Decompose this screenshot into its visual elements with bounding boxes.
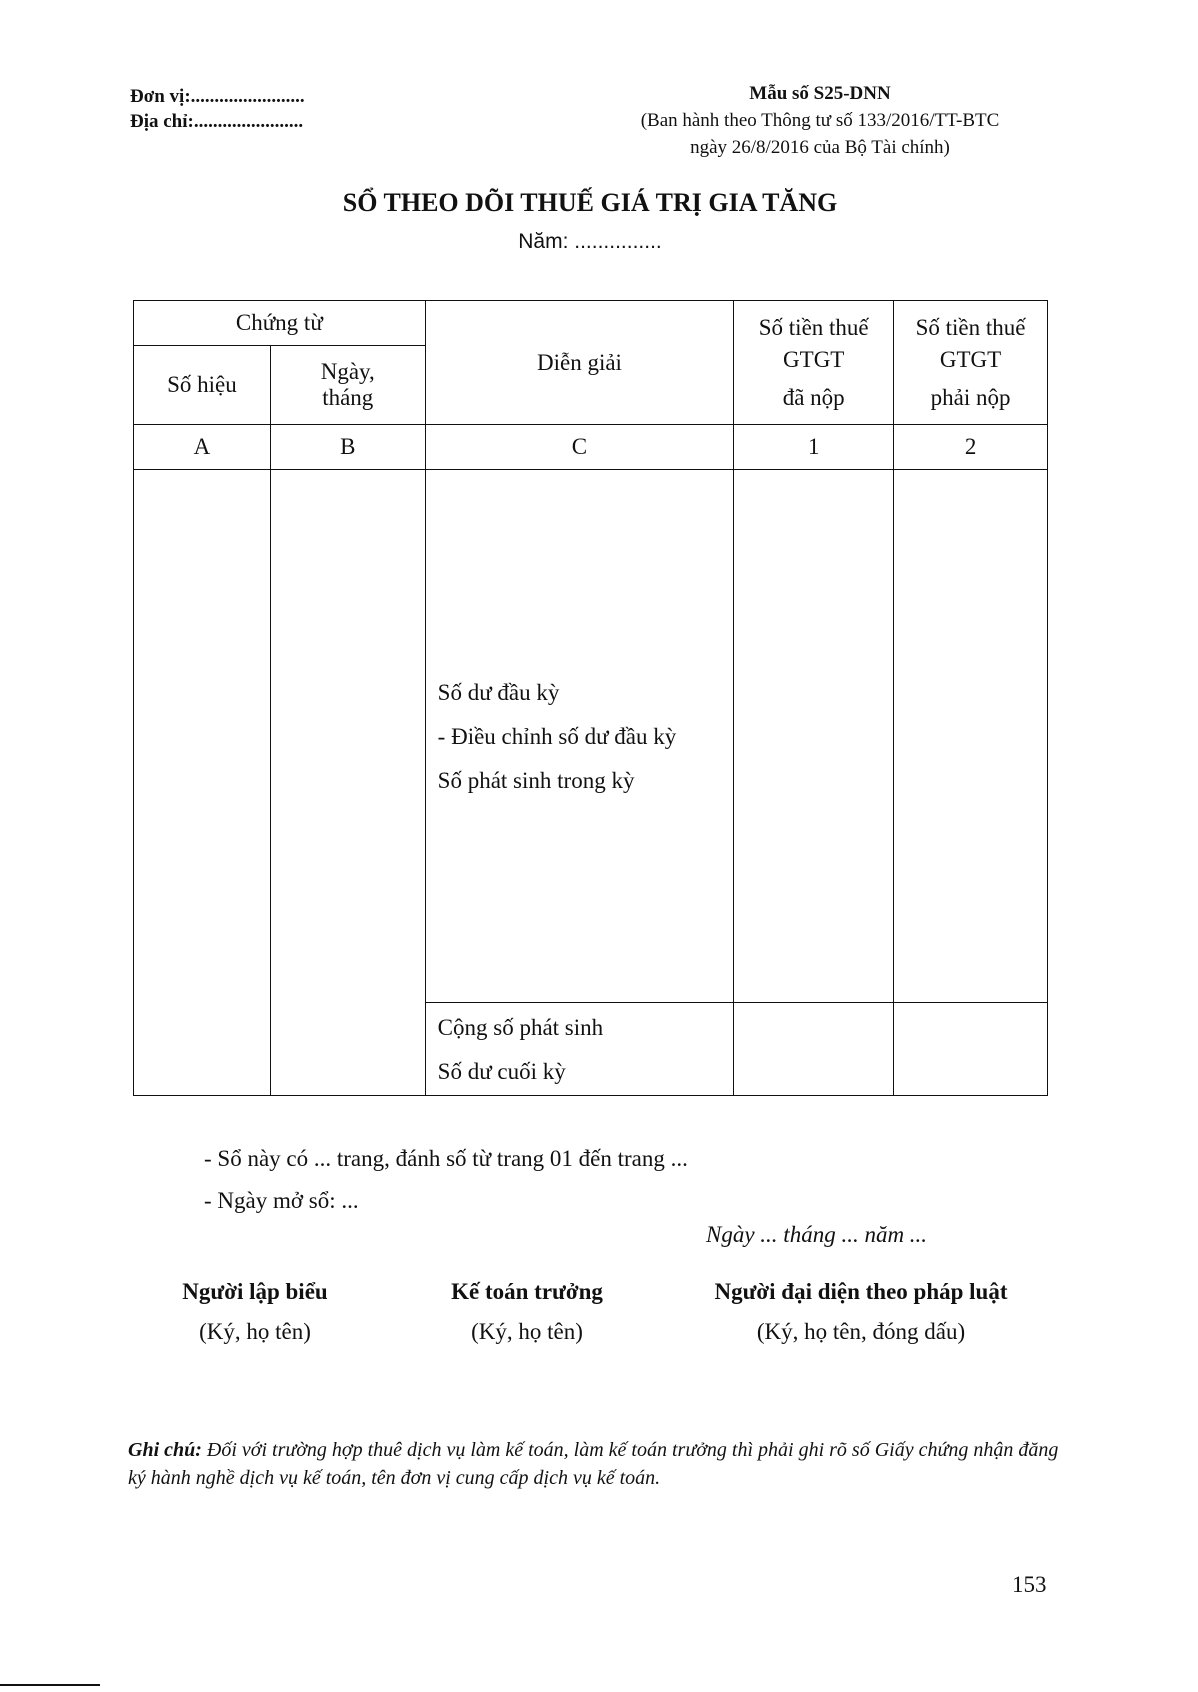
date-line: Ngày ... tháng ... năm ... [706,1222,928,1247]
issued-by-line-2: ngày 26/8/2016 của Bộ Tài chính) [690,137,950,158]
phai-nop-body-cell [894,470,1048,1003]
line-so-du-cuoi-ky: Số dư cuối kỳ [437,1059,566,1084]
column-letter-b: B [270,425,425,470]
dien-giai-footer [425,1003,734,1096]
footnote [128,1436,1068,1492]
so-hieu-cell [134,470,271,1096]
column-letter-a: A [134,425,271,470]
note-pages: - Sổ này có ... trang, đánh số từ trang 01 đến trang ... [204,1146,688,1171]
issued-by-line-1: (Ban hành theo Thông tư số 133/2016/TT-BTC [640,110,1000,131]
unit-info [130,84,305,134]
header-so-hieu: Số hiệu [134,346,271,425]
column-number-2: 2 [894,425,1048,470]
header-chung-tu: Chứng từ [134,301,426,346]
column-number-1: 1 [734,425,894,470]
header-phai-nop-line-2: GTGT [939,346,1002,372]
header-da-nop-line-3: đã nộp [782,384,845,410]
line-so-phat-sinh: Số phát sinh trong kỳ [437,768,635,793]
unit-label: Đơn vị:........................ [130,86,305,107]
note-open-date: - Ngày mở sổ: ... [204,1188,359,1213]
page-number: 153 [1012,1572,1047,1597]
signature-note: (Ký, họ tên) [471,1319,583,1344]
phai-nop-footer-cell [894,1003,1048,1096]
vat-ledger-table [133,300,1048,1096]
header-phai-nop [894,301,1048,425]
book-notes [204,1138,688,1222]
dien-giai-body [425,470,734,1003]
header-da-nop-line-2: GTGT [783,346,845,372]
document-title: SỔ THEO DÕI THUẾ GIÁ TRỊ GIA TĂNG [342,188,838,217]
header-dien-giai: Diễn giải [425,301,734,425]
signature-role: Kế toán trưởng [451,1279,603,1304]
signature-chief-accountant [412,1272,642,1352]
signature-note: (Ký, họ tên) [199,1319,311,1344]
header-phai-nop-line-1: Số tiền thuế [915,314,1026,340]
da-nop-footer-cell [734,1003,894,1096]
signature-note: (Ký, họ tên, đóng dấu) [756,1319,966,1344]
form-reference [560,80,1080,161]
header-da-nop-line-1: Số tiền thuế [758,314,869,340]
line-dieu-chinh: - Điều chỉnh số dư đầu kỳ [437,724,677,749]
line-cong-so-phat-sinh: Cộng số phát sinh [437,1015,604,1040]
header-ngay-thang-line-2: tháng [322,385,374,410]
da-nop-body-cell [734,470,894,1003]
signature-preparer [140,1272,370,1352]
ngay-thang-cell [270,470,425,1096]
signature-role: Người đại diện theo pháp luật [714,1279,1008,1304]
line-so-du-dau-ky: Số dư đầu kỳ [437,680,560,705]
header-phai-nop-line-3: phải nộp [930,384,1011,410]
column-letter-c: C [425,425,734,470]
year-line: Năm: ............... [518,230,662,253]
signature-legal-representative [676,1272,1046,1352]
bottom-rule [0,1684,100,1686]
header-ngay-thang-line-1: Ngày, [320,359,375,384]
signature-role: Người lập biểu [182,1279,328,1304]
header-da-nop [734,301,894,425]
footnote-text: Đối với trường hợp thuê dịch vụ làm kế toán, làm kế toán trưởng thì phải ghi rõ số Giấy chứng nhận đăng ký hành nghề dịch vụ kế toán, tên đơn vị cung cấp dịch vụ kế toán. [128,1439,1059,1489]
footnote-label: Ghi chú: [128,1439,202,1461]
header-ngay-thang [270,346,425,425]
address-label: Địa chỉ:....................... [130,111,304,132]
form-code: Mẫu số S25-DNN [749,83,891,104]
